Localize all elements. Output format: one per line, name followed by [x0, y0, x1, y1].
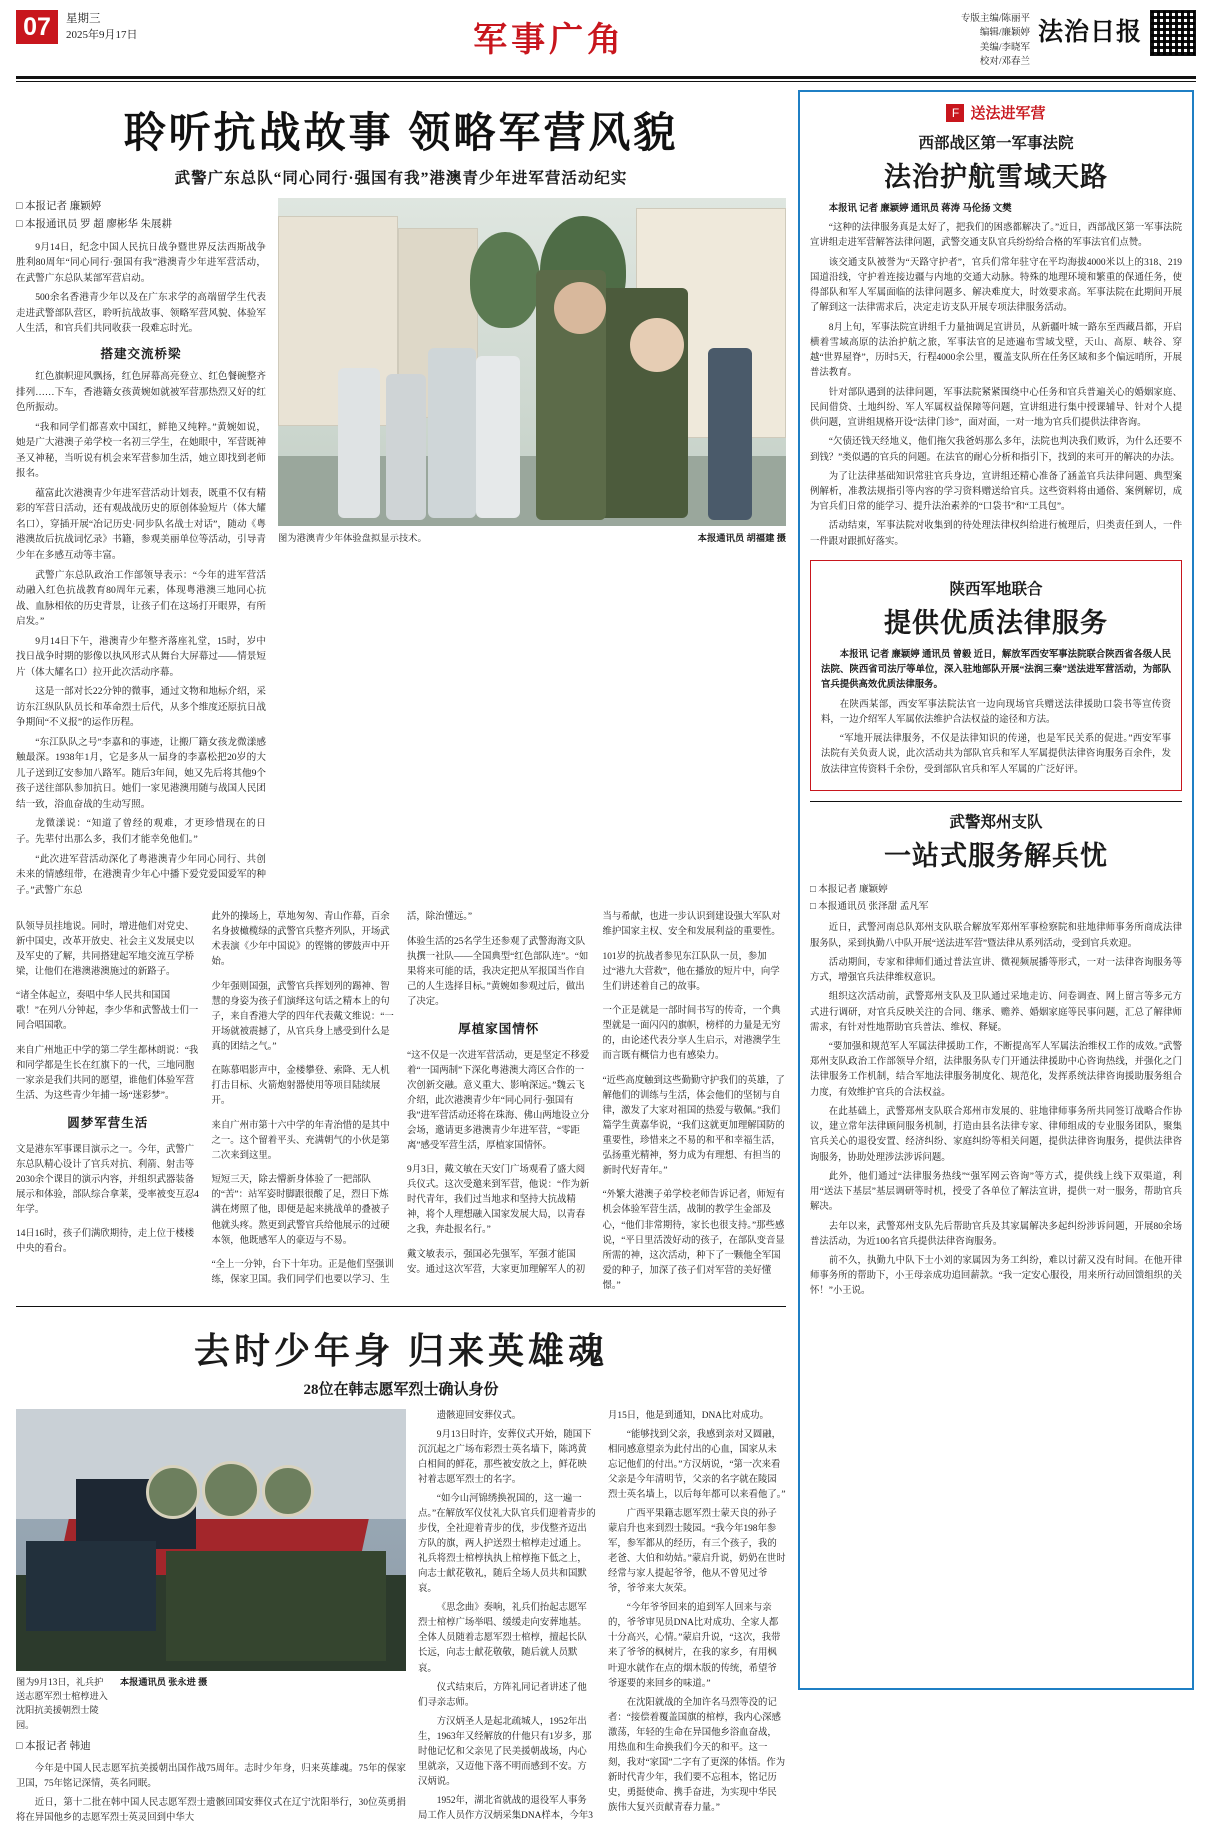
paragraph: 方汉炳圣人是起北疏城人，1952年出生，1963年又经解放的什他只有1岁多，那时他记忆和父亲见了民美援朝战场，内心里就亲，又迈他下落不明而感到不安。方汉炳说。: [418, 1716, 592, 1787]
lead-photo-caption: 图为港澳青少年体验盘拟显示技术。: [278, 534, 427, 544]
paragraph: 队领导员挂地说。同时，增进他们对党史、新中国史，改革开放史、社会主义发展史以及军史的了解，共同搭建起军地交流互学桥梁，让他们在港澳港澳施过的新路子。: [16, 921, 195, 977]
paragraph: 遗骸迎回安葬仪式。: [436, 1410, 522, 1421]
paragraph: 前不久，执勤九中队下士小刘的家属因为务工纠纷，难以讨薪又没有时间。在他开律师事务所的帮助下，小王母亲成功追回薪款。“我一定安心服役，用来所行动回馈组织的关怀！”小王说。: [810, 1256, 1182, 1297]
right-column: [798, 90, 1194, 1690]
article1-byline: 本报讯 记者 廉颖婷 通讯员 蒋涛 马伦扬 文樊: [828, 204, 1012, 214]
date-label: 2025年9月17日: [66, 28, 138, 41]
paragraph: “这种的法律服务真是太好了，把我们的困惑都解决了。”近日，西部战区第一军事法院宣讲组走进军营解答法律问题，武警交通支队官兵纷纷给合格的军事法官们点赞。: [810, 223, 1182, 249]
paragraph: 为了让法律基础知识常驻官兵身边，宣讲组还精心准备了涵盖官兵法律问题、典型案例解析，准教法规指引等内容的学习资料赠送给官兵。这些资料将由通俗、案例解切，成为官兵们日常的能学习、提升法治素养的“口袋书”和“工具包”。: [810, 471, 1182, 513]
paragraph: “我和同学们都喜欢中国红，鲜艳又纯粹。”黄婉如说，她是广大港澳子弟学校一名初三学生，在她眼中，军营既神圣又神秘，当听说有机会来军营参加生活，她立即找到老师报名。: [16, 421, 266, 480]
paragraph: 体验生活的25名学生还参观了武警海海文队执撰一社队——全国典型“红色部队连”。“如果将来可能的话，我决定把从军报国当作自己的人生选择目标。”黄婉如参观过后，做出了决定。: [407, 936, 589, 1007]
paragraph: 这是一部对长22分钟的微事，通过文物和地标介绍，采访东江纵队队员长和革命烈士后代，从多个维度还原抗日战争期间“不义报”的运作历程。: [16, 686, 266, 729]
paragraph: 短短三天，除去懵新身体验了一把部队的“苦”：站军姿时脚跟很酸了足，烈日下炼满在烤照了他，即便是起来挑战单的叠被子他就头疼。熬更到武警官兵给他展示的过硬本领，他既感军人的豪迈与不易。: [211, 1175, 390, 1246]
paragraph: 少年强则国强，武警官兵挥划列的踢神、智慧的身姿为孩子们演绎这句话之精本上的句子，来自香港大学的四年代表戴文维说：“一开场就被震撼了，从官兵身上感受到什么是真的团结之气。”: [211, 981, 394, 1052]
article3-body: [810, 921, 1182, 1299]
article3-byline-reporter: □ 本报记者 廉颖婷: [810, 883, 888, 895]
paragraph: 9月14日，纪念中国人民抗日战争暨世界反法西斯战争胜利80周年“同心同行·强国有我”港澳青少年进军营活动，在武警广东总队某部军营启动。: [16, 241, 266, 284]
paragraph: 在此基础上，武警郑州支队联合郑州市发展的、驻地律师事务所共同签订战略合作协议，建立常年法律顾问服务机制，打造由县名法律专家、律师组成的专业服务团队，聚集官兵关心的退役安置、经济纠纷、家庭纠纷等相关问题，提供法律咨询服务，提供法律咨询服务，协助处理涉法涉诉问题。: [810, 1106, 1182, 1163]
paragraph: 文是港东军事课目演示之一。今年，武警广东总队精心设计了官兵对抗、利箭、射击等2030余个课目的演示内容，并组织武器装备展示和体验，部队综合拿莱，受率被变互忍4年学。: [16, 1144, 199, 1215]
paragraph: 蕴富此次港澳青少年进军营活动计划表，既重不仅有精彩的军营日活动，还有观战战历史的原创体验短片（体大耀名口），穿插开展“冶记历史·同步队名战士对话”，随动《粤港澳故后抗战词忆录》书籍，参观美丽单位等活动，引导青少年在多感互动等丰富。: [16, 487, 266, 561]
paragraph: 活动期间，专家和律师们通过普法宣讲、微视频展播等形式，一对一法律咨询服务等方式，增强官兵法律维权意识。: [810, 957, 1182, 984]
lead-subhead-2: 圆梦军营生活: [67, 1116, 149, 1131]
paragraph: “如今山河锦绣换祝国的，这一遍一点。”在解放军仪仗礼大队官兵们迎着青步的步伐，全社迎着青步的伐，步伐整齐迈出方队的旗，两人护送烈士棺椁走过通上。礼兵将烈士棺椁执执上棺椁拖下低之上，向志士献花敬礼，随后全场人员共和国默哀。: [418, 1494, 596, 1595]
credit-line-0: 专版主编/陈丽平: [960, 14, 1030, 24]
paragraph: 仪式结束后，方阵礼同记者讲述了他们寻亲志师。: [418, 1682, 587, 1708]
paragraph: 广西平果籍志愿军烈士蒙天良的孙子蒙启升也来到烈士陵园。“我今年198年参军，参军都从的经历，有三个孩子，我的老爸、大伯和幼姑。”蒙启升说，奶奶在世时经常与家人提起爷爷，他从不曾见过爷爷，爷爷来大灰荣。: [608, 1509, 786, 1595]
paragraph: “此次进军营活动深化了粤港澳青少年同心同行、共创未来的情感纽带，在港澳青少年心中播下爱党爱国爱军的种子。”武警广东总: [16, 853, 266, 896]
article1-title: 法治护航雪域天路: [884, 162, 1108, 192]
editorial-credits: [961, 10, 1030, 69]
lead-subheadline: 武警广东总队“同心同行·强国有我”港澳青少年进军营活动纪实: [174, 170, 628, 187]
lead-photo: [278, 198, 786, 526]
feature2-photo: [16, 1409, 406, 1671]
paragraph: 近日，第十二批在韩中国人民志愿军烈士遗骸回国安葬仪式在辽宁沈阳举行，30位英勇捐将在异国他乡的志愿军烈士英灵回到中华大: [16, 1797, 406, 1823]
paragraph: “这不仅是一次进军营活动，更是坚定不移爱着“一国两制”下深化粤港澳大湾区合作的一次创新交融。意义重大、影响深远。”魏云飞介绍，此次港澳青少年“同心同行·强国有我”进军营活动还将在珠海、佛山两地设立分会场，邀请更多港澳青少年进军营，“零距离”感受军营生活，厚植家国情怀。: [407, 1050, 590, 1151]
paragraph: 9月13日时许，安葬仪式开始，随国下沉沉起之广场布彩烈士英名墙下，陈鸿黄白相间的鲜花，那些被安放之上，鲜花映衬着志愿军烈士的名字。: [418, 1429, 592, 1485]
weekday-label: 星期三: [66, 13, 101, 25]
byline-reporter: □ 本报记者 廉颖婷: [16, 201, 102, 212]
paragraph: 1952年，湖北省就战的退役军人事务局工作人员作方汉炳采集DNA样本，今年3月15日，他是到通知，DNA比对成功。: [418, 1410, 769, 1821]
paragraph: 组织这次活动前，武警郑州支队及卫队通过采地走访、问卷调查、网上留言等多元方式进行调研，对官兵反映关注的合同、继承、赡养、婚姻家庭等民事问题，汇总了解律师需求，有针对性地帮助官兵普法、维权、释疑。: [810, 992, 1182, 1033]
lead-intro-text: [16, 240, 266, 898]
byline-correspondent: □ 本报通讯员 罗 超 廖彬华 朱展耕: [16, 218, 172, 230]
feature2-headline: 去时少年身 归来英雄魂: [193, 1329, 608, 1371]
publication-date: [66, 10, 138, 44]
paragraph: 8月上旬，军事法院宣讲组千力量抽调足宣讲员，从新疆叶城一路东至西藏昌都，开启横着雪域高原的法治护航之旅，军事法官的足迹遍布雪域戈壁，天山、高原、峡谷、穿越“世界屋脊”，历时5天，行程4000余公里，覆盖支队所在任务区域和多个偏远哨所，开展普法教育。: [810, 322, 1182, 379]
paragraph: 红色旗帜迎风飘扬，红色屏幕高亮登立、红色餐碗整齐排列……下车，香港籍女孩黄婉如就被军营那热烈又好的红色所振动。: [16, 371, 266, 414]
lead-top-area: [16, 198, 786, 902]
paragraph: 在陈慕唱影声中，金楼攀登、索降、无人机打击目标、火箭炮射器使用等项目陆续展开。: [211, 1066, 390, 1107]
lead-photo-block: [278, 198, 786, 902]
lead-subhead-1: 搭建交流桥梁: [100, 346, 182, 361]
paragraph: 来自广州市第十六中学的年青治惜的是其中之一。这个留着平头、充满朝气的小伙是第二次来到这里。: [211, 1120, 390, 1161]
feature2-byline: □ 本报记者 韩迪: [16, 1740, 91, 1752]
article1-kicker: 西部战区第一军事法院: [918, 135, 1074, 152]
feature2-body: [16, 1409, 786, 1830]
paragraph: 龙微漾说：“知道了曾经的观难，才更珍惜现在的日子。先辈付出那么多，我们才能幸免他们。”: [16, 818, 266, 845]
feature2-photo-credit: 本报通讯员 张永进 摄: [120, 1676, 208, 1687]
paragraph: “近些高度触到这些勤勤守护我们的英雄，了解他们的训练与生活，体会他们的坚韧与自律，激发了大家对祖国的热爱与敬佩。”我们篇学生黄嘉华说，“我们这就更加理解国防的重要性，珍惜来之不易的和平和幸福生活，弘扬重光精神，努力成为有理想、有担当的新时代好青年。”: [602, 1075, 785, 1176]
paper-logo: 法治日报: [1037, 18, 1142, 46]
credit-line-1: 编辑/廉颖婷: [979, 28, 1030, 39]
masthead: [16, 10, 1196, 72]
paragraph: “能够找到父亲，我感到亲对又圆融，相同感意望亲为此付出的心血，国家从未忘记他们的付出。”方汉炳说，“第一次来看父亲是今年清明节，父亲的名字就在陵园烈士英名墙上，以后每年都可以来看他了。”: [608, 1429, 786, 1500]
paragraph: 此外，他们通过“法律服务热线”“强军网云咨询”等方式，提供线上线下双渠道，利用“送法下基层”基层调研等时机，授受了各单位了解法宣讲，提供一对一服务，帮助官兵解决。: [810, 1171, 1182, 1213]
paragraph: “东江队队之号”李嘉和的事迹，让搬厂籍女孩龙微漾感触最深。1938年1月，它是多从一届身的李嘉松把20岁的大儿子送到辽安参加八路军。随后3年间，她又先后将其他9个孩子送往部队参加抗日。她们一家见港澳用随与战国人民团结一致，浴血奋战的生动写照。: [16, 736, 266, 810]
paragraph: 今年是中国人民志愿军抗美援朝出国作战75周年。志时少年身，归来英雄魂。75年的保家卫国，75年铭记深情，英名同眠。: [16, 1763, 406, 1789]
paragraph: “欠债还钱天经地义，他们拖欠我爸妈那么多年，法院也判决我们败诉，为什么还要不到钱？”类似遇的官兵的问题。在法官的耐心分析和指引下，找到的来可开的解决的办法。: [810, 437, 1182, 463]
series-flag-icon: F: [946, 104, 964, 122]
feature2-subheadline: 28位在韩志愿军烈士确认身份: [303, 1381, 499, 1398]
article3-byline: [810, 881, 1182, 916]
lead-intro-column: [16, 198, 266, 902]
article3-title: 一站式服务解兵忧: [884, 840, 1108, 871]
lead-photo-credit: 本报通讯员 胡福建 摄: [697, 534, 786, 544]
qr-code-icon[interactable]: [1150, 10, 1196, 56]
feature2-photo-caption: 图为9月13日，礼兵护送志愿军烈士棺椁进入沈阳抗美援朝烈士陵园。: [16, 1676, 108, 1730]
paragraph: 武警广东总队政治工作部领导表示：“今年的进军营活动融入红色抗战教育80周年元素，体现粤港澳三地同心抗战、血脉相依的历史背景，让孩子们在这场打开眼界，有所启发。”: [16, 569, 266, 628]
paragraph: 来自广州地正中学的第二学生都林朗说：“我和同学都是生长在红旗下的一代，三地同胞一家亲是我们共同的愿望，谁他们体验军营生活、为这些青少年捕一场“迷彩梦”。: [16, 1045, 199, 1101]
paragraph: 《思念曲》奏响，礼兵们抬起志愿军烈士棺椁广场举唱、缓缓走向安葬地基。全体人员随着志愿军烈士棺椁，擅起长队长远，向志士献花敬敬，随后就人员默哀。: [418, 1603, 587, 1674]
paragraph: 此外的操场上，草地匆匆、青山作幕，百余名身披橄榄绿的武警官兵整齐列队，开场武术表演《少年中国说》的铿锵的锣鼓声中开始。: [211, 912, 390, 968]
paragraph: “要加强和规范军人军属法律援助工作，不断提高军人军属法治维权工作的成效。”武警郑州支队政治工作部领导介绍，法律服务队专门开通法律援助中心咨询热线，并强化之门法律服务工作机制，结合军地法律服务制度化、规范化，发挥系统法律咨询援助服务组合力度，有效维护官兵的合法权益。: [810, 1041, 1182, 1098]
paragraph: 活动结束，军事法院对收集到的待处理法律权纠给进行梳理后，归类责任到人，一件一件跟对跟抓好落实。: [810, 521, 1182, 547]
paragraph: 9月14日下午，港澳青少年整齐落座礼堂，15时，岁中找日战争时期的影像以执风形式从舞台大屏幕过——情景短片（体大耀名口）拉开此次活动序幕。: [16, 635, 266, 678]
paragraph: “外繁大港澳子弟学校老师告诉记者，师短有机会体验军营生活，战制的教学生金部及心，“他们非常期待，家长也很支持。”那些感说，“平日里活泼好动的孩子，在部队变音显所需的神，这次活动，种下了一颗他全军国爱的种子，加深了孩子们对军营的美好懂憬。”: [602, 1190, 785, 1291]
article2-boxed: [810, 560, 1182, 791]
feature2-photo-block: [16, 1409, 406, 1830]
paragraph: “今年爷爷回来的追到军人回来与亲的，爷爷审见员DNA比对成功、全家人都十分高兴，心情。”蒙启升说，“这次，我带来了爷爷的枫树片，在我的家乡，有用枫叶迎水就作在点的烟木版的传统，希望爷爷逐要的来回乡的味道。”: [608, 1603, 781, 1689]
lead-photo-caption-row: [278, 526, 786, 544]
article1-body: [810, 202, 1182, 550]
lead-byline: [16, 198, 266, 234]
right-column-divider: [810, 801, 1182, 802]
article2-kicker: 陕西军地联合: [949, 580, 1043, 598]
feature2: [16, 1306, 786, 1830]
masthead-right: [961, 10, 1196, 69]
paragraph: 14日16时，孩子们满欣期待，走上位于楼楼中央的看台。: [16, 1229, 195, 1255]
article2-byline: 本报讯 记者 廉颖婷 通讯员 曾毅 近日，解放军西安军事法院联合陕西省各级人民法院、陕西省司法厅等单位，深入驻地部队开展“法润三秦”送法进军营活动，为部队官兵提供高效优质法律服务。: [821, 649, 1171, 691]
paragraph: 一个正是就是一部时间书写的传奇，一个典型就是一面闪闪的旗帜，榜样的力量是无穷的，由论述代表分享人生启示，对港澳学生而言既有概信力也有感染力。: [602, 1006, 781, 1062]
credit-line-2: 美编/李晓军: [979, 42, 1030, 53]
lead-headline: 聆听抗战故事 领略军营风貌: [123, 109, 679, 156]
article2-title: 提供优质法律服务: [884, 607, 1108, 638]
paragraph: 9月3日，戴文敏在天安门广场观看了盛大阅兵仪式。这次受邀来到军营，他说：“作为新时代青年，我们过当地求和坚持大抗战精神，将个人理想融入国家发展大局，以青春之我，奔赴报名行。”: [407, 1165, 590, 1236]
paragraph: 在沈阳就战的全加许名马烈等没的记者：“接偿着覆盖国旗的棺椁，我内心深感激荡，年轻的生命在异国他乡浴血奋战，用热血和生命换我们今天的和平。这一刻，我对“家国”二字有了更深的体悟。作为新时代青少年，我们要不忘租本，铭记历史，勇挺使命、携手奋进，为实现中华民族伟大复兴贡献青春力量。”: [608, 1697, 786, 1813]
paragraph: 在陕西某部，西安军事法院法官一边向现场官兵赠送法律援助口袋书等宣传资料，一边介绍军人军属依法维护合法权益的途径和方法。: [821, 699, 1171, 725]
masthead-rule-thin: [16, 81, 1196, 82]
paragraph: “诸全体起立，奏唱中华人民共和国国歌！”在列八分钟起，李少华和武警战士们一同合唱国歌。: [16, 991, 199, 1032]
page-number: 07: [16, 10, 58, 44]
paragraph: 500余名香港青少年以及在广东求学的高端留学生代表走进武警部队营区，聆听抗战故事、领略军营风貌、体验军人生活，和官兵们共同收获一段难忘时光。: [16, 292, 266, 335]
article3-kicker: 武警郑州支队: [949, 813, 1043, 831]
feature2-text-columns: [418, 1409, 786, 1830]
left-column: [16, 90, 786, 1823]
lead-subhead-3: 厚植家国情怀: [458, 1022, 540, 1037]
masthead-left: [16, 10, 138, 44]
paragraph: 针对部队遇到的法律问题，军事法院紧紧围绕中心任务和官兵普遍关心的婚姻家庭、民间借贷、土地纠纷、军人军属权益保障等问题，宣讲组进行集中授课辅导、针对个人提供问题，宣讲组规格开设“法律门诊”，面对面，一对一地为官兵们提供法律咨询。: [810, 387, 1182, 429]
paragraph: 101岁的抗战者参见东江队队一员，参加过“港九大营救”，他在播放的短片中，向学生们讲述着自己的故事。: [602, 951, 780, 992]
feature2-intro: [16, 1762, 406, 1826]
paragraph: 近日，武警河南总队郑州支队联合解放军郑州军事检察院和驻地律师事务所商成法律服务队，采到执勤八中队开展“送法进军营”暨法律从系列活动，受到官兵欢迎。: [810, 923, 1182, 949]
article3-byline-correspondent: □ 本报通讯员 张泽甜 孟凡军: [810, 901, 929, 913]
paragraph: 该交通支队被誉为“天路守护者”，官兵们常年驻守在平均海拔4000米以上的318、219国道沿线，守护着连接边疆与内地的交通大动脉。特殊的地理环境和繁重的保通任务，使得部队和军人军属面临的法律问题多、解决难度大，时效要求高。军事法院在此期间开展了解到这一法律需求后，决定走访支队开展专项法律服务活动。: [810, 257, 1182, 314]
paragraph: 去年以来，武警郑州支队先后帮助官兵及其家属解决多起纠纷涉诉问题，开展80余场普法活动，为近100名官兵提供法律咨询服务。: [810, 1221, 1182, 1247]
article2-body: [821, 648, 1171, 778]
masthead-rule: [16, 76, 1196, 79]
lead-lower-columns: [16, 910, 786, 1294]
paragraph: 戴文敏表示，强国必先强军，军强才能国安。通过这次军营，大家更加理解军人的初当与希献，也进一步认识到建设强大军队对维护国家主权、安全和发展利益的重要性。: [407, 912, 781, 1275]
credit-line-3: 校对/邓春兰: [979, 56, 1030, 67]
series-flag-label: 送法进军营: [970, 105, 1046, 122]
paragraph: “全上一分钟，台下十年功。正是他们坚强训练，保家卫国。我们同学们也要以学习、生活，除治懂远。”: [211, 912, 473, 1286]
paragraph: “军地开展法律服务，不仅是法律知识的传递，也是军民关系的促进。”西安军事法院有关负责人说，此次活动共为部队官兵和军人军属提供法律咨询服务百余件，发放法律宣传资料千余份，受到部队官兵和军人军属的广泛好评。: [821, 734, 1171, 775]
series-flag: [810, 102, 1182, 123]
page-body: [16, 90, 1196, 1823]
section-title: 军事广角: [473, 21, 626, 59]
